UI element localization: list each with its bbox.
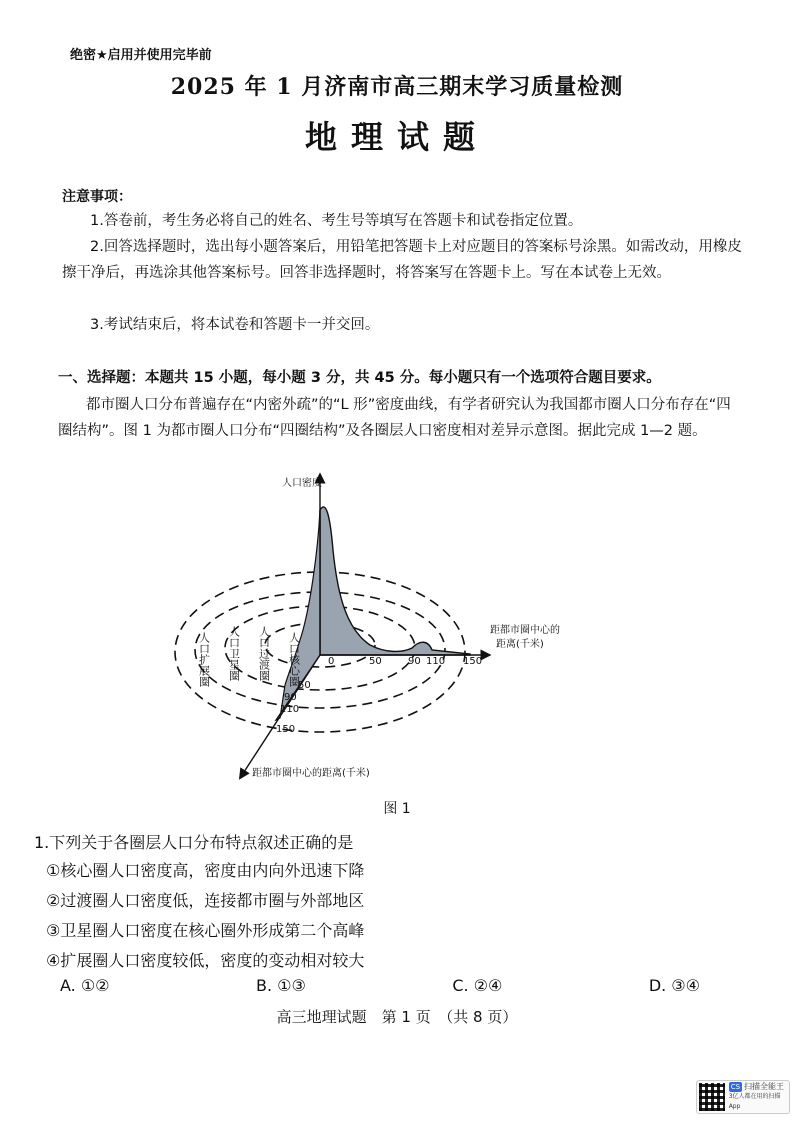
exam-title: 2025 年 1 月济南市高三期末学习质量检测 xyxy=(170,74,624,100)
page-footer: 高三地理试题 第 1 页 （共 8 页） xyxy=(276,1008,518,1026)
z-tick-50: 50 xyxy=(298,680,311,691)
note-item-2: 2.回答选择题时，选出每小题答案后，用铅笔把答题卡上对应题目的答案标号涂黑。如需改动，用橡皮擦干净后，再选涂其他答案标号。回答非选择题时，将答案写在答题卡上。写在本试卷上无效。 xyxy=(62,239,742,281)
qr-code-icon xyxy=(699,1083,725,1111)
watermark-text xyxy=(729,1082,787,1112)
y-axis-label: 人口密度 xyxy=(282,478,322,489)
x-axis-label-line1: 距都市圈中心的 xyxy=(490,625,560,636)
watermark-app-name: 扫描全能王 xyxy=(744,1082,785,1091)
question-1-statement-4: ④扩展圈人口密度较低，密度的变动相对较大 xyxy=(46,951,365,970)
scanner-watermark xyxy=(696,1080,790,1114)
x-tick-110: 110 xyxy=(426,656,446,667)
x-tick-90: 90 xyxy=(408,656,421,667)
ring-label-transition: 人口过渡圈 xyxy=(257,626,271,681)
z-tick-90: 90 xyxy=(284,692,297,703)
choice-c: C. ②④ xyxy=(452,976,503,995)
section-intro: 都市圈人口分布普遍存在“内密外疏”的“L 形”密度曲线，有学者研究认为我国都市圈人口分布存在“四圈结构”。图 1 为都市圈人口分布“四圈结构”及各圈层人口密度相对差异示意图。据此完成 1—2 题。 xyxy=(58,397,731,439)
x-tick-150: 150 xyxy=(463,656,483,667)
z-tick-150: 150 xyxy=(276,724,296,735)
subject-title: 地理试题 xyxy=(304,118,489,156)
question-1-statement-2: ②过渡圈人口密度低，连接都市圈与外部地区 xyxy=(46,891,365,910)
question-1-choices xyxy=(60,976,700,995)
population-ring-diagram xyxy=(170,470,610,790)
choice-b: B. ①③ xyxy=(256,976,306,995)
z-axis-label: 距都市圈中心的距离(千米) xyxy=(252,768,370,779)
x-axis-label-line2: 距离(千米) xyxy=(496,639,544,650)
x-tick-0: 0 xyxy=(328,656,335,667)
choice-d: D. ③④ xyxy=(648,976,700,995)
section-heading: 一、选择题：本题共 15 小题，每小题 3 分，共 45 分。每小题只有一个选项符合题目要求。 xyxy=(58,370,661,386)
confidential-label: 绝密★启用并使用完毕前 xyxy=(70,48,212,63)
ring-label-core: 人口核心圈 xyxy=(287,632,301,687)
density-curve-x xyxy=(320,507,470,655)
z-axis xyxy=(242,655,320,775)
notes-heading: 注意事项： xyxy=(62,189,132,205)
note-item-3: 3.考试结束后，将本试卷和答题卡一并交回。 xyxy=(90,317,380,333)
ring-labels xyxy=(198,626,301,687)
cs-logo-icon: CS xyxy=(730,1083,741,1091)
x-tick-50: 50 xyxy=(369,656,382,667)
note-item-1: 1.答卷前，考生务必将自己的姓名、考生号等填写在答题卡和试卷指定位置。 xyxy=(90,213,583,229)
choice-a: A. ①② xyxy=(60,976,110,995)
figure-caption: 图 1 xyxy=(383,801,411,817)
question-1-stem: 1.下列关于各圈层人口分布特点叙述正确的是 xyxy=(34,833,354,852)
z-tick-110: 110 xyxy=(280,704,300,715)
ring-label-expansion: 人口扩展圈 xyxy=(197,632,211,687)
ring-label-satellite: 人口卫星圈 xyxy=(227,626,241,681)
question-1-statement-1: ①核心圈人口密度高，密度由内向外迅速下降 xyxy=(46,861,365,880)
question-1-statement-3: ③卫星圈人口密度在核心圈外形成第二个高峰 xyxy=(46,921,365,940)
watermark-tagline: 3亿人都在用的扫描App xyxy=(728,1093,781,1110)
